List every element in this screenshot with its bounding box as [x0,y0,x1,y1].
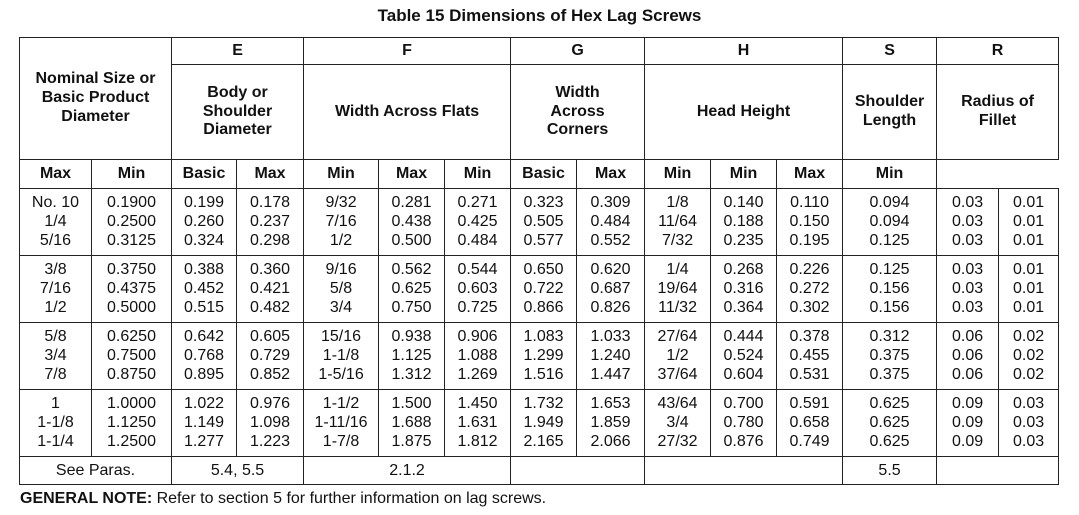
table-cell [999,323,1059,390]
cell-value: 0.03 [1012,433,1045,450]
cell-value: 0.605 [250,328,291,345]
cell-value: 0.866 [523,299,564,316]
cell-value: 0.700 [723,395,764,412]
cell-value: 1/2 [44,299,67,316]
cell-value: 0.272 [789,280,830,297]
cell-value: 43/64 [657,395,698,412]
general-note [20,490,546,508]
header-letter-r: R [937,38,1059,65]
cell-value: 0.237 [250,213,291,230]
cell-value: 0.260 [183,213,225,230]
cell-value: 0.140 [723,194,764,211]
cell-value: 1.688 [391,414,432,431]
table-cell [172,323,237,390]
cell-value: 0.658 [789,414,830,431]
cell-value: 0.125 [869,232,910,249]
cell-value: 0.531 [789,366,830,383]
cell-value: 1.2500 [107,433,156,450]
cell-value: 1/4 [44,213,67,230]
table-cell [92,256,172,323]
general-note-label: GENERAL NOTE: [20,490,153,507]
cell-value: 0.02 [1012,347,1045,364]
table-cell [711,256,777,323]
table-cell [577,256,645,323]
subheader-f-basic: Basic [172,160,237,189]
cell-value: 3/4 [329,299,353,316]
see-paras-g [511,457,645,485]
cell-value: 0.625 [869,414,910,431]
cell-value: 0.642 [183,328,225,345]
cell-value: 1-11/16 [314,414,368,431]
table-cell [511,256,577,323]
cell-value: 0.750 [391,299,432,316]
table-cell [445,189,511,256]
cell-value: 0.01 [1012,280,1045,297]
cell-value: 0.500 [391,232,432,249]
row-group [20,390,1059,457]
cell-value: 0.725 [457,299,498,316]
cell-value: 0.687 [590,280,631,297]
cell-value: 0.188 [723,213,764,230]
cell-value: 1-1/2 [322,395,360,412]
table-title: Table 15 Dimensions of Hex Lag Screws [377,6,702,25]
cell-value: 1 [51,395,60,412]
cell-value: 0.150 [789,213,830,230]
table-cell [172,189,237,256]
cell-value: 0.06 [951,366,984,383]
table-cell [999,390,1059,457]
cell-value: 1.500 [391,395,432,412]
table-cell [445,390,511,457]
table-row-band [20,256,1059,323]
cell-value: 0.577 [523,232,564,249]
table-cell [379,256,445,323]
table-cell [937,390,999,457]
row-group [20,256,1059,323]
subheader-row [20,160,1059,189]
cell-value: 0.01 [1012,299,1045,316]
cell-value: 0.03 [951,280,984,297]
table-cell [777,390,843,457]
header-letter-s: S [843,38,937,65]
cell-value: 0.625 [391,280,432,297]
cell-value: 0.01 [1012,261,1045,278]
cell-value: 1.312 [391,366,432,383]
cell-value: 0.906 [457,328,498,345]
table-cell [172,256,237,323]
table-cell [711,189,777,256]
table-cell [511,323,577,390]
subheader-h-basic: Basic [511,160,577,189]
cell-value: 0.364 [723,299,764,316]
cell-value: 0.5000 [107,299,156,316]
cell-value: 0.199 [183,194,225,211]
table-cell [511,189,577,256]
table-cell [379,323,445,390]
cell-value: 1-1/4 [37,433,74,450]
cell-value: 0.03 [951,261,984,278]
cell-value: 0.482 [250,299,291,316]
cell-value: 1.269 [457,366,498,383]
cell-value: 0.4375 [107,280,156,297]
cell-value: 0.316 [723,280,764,297]
table-cell [577,390,645,457]
table-cell [20,323,92,390]
cell-value: 0.178 [250,194,291,211]
cell-value: 0.094 [869,213,910,230]
subheader-f-max: Max [237,160,304,189]
cell-value: 0.226 [789,261,830,278]
cell-value: 0.562 [391,261,432,278]
cell-value: 5/8 [329,280,353,297]
cell-value: 0.302 [789,299,830,316]
cell-value: 1.812 [457,433,498,450]
see-paras-label: See Paras. [20,457,172,485]
cell-value: 1.653 [590,395,631,412]
cell-value: 0.06 [951,347,984,364]
header-letter-g: G [511,38,645,65]
cell-value: 0.604 [723,366,764,383]
cell-value: 0.524 [723,347,764,364]
row-group [20,323,1059,390]
table-cell [237,323,304,390]
cell-value: 0.603 [457,280,498,297]
cell-value: 0.3125 [107,232,156,249]
subheader-e-min: Min [92,160,172,189]
cell-value: 1.859 [590,414,631,431]
cell-value: 0.03 [951,213,984,230]
cell-value: 0.268 [723,261,764,278]
see-paras-s: 5.5 [843,457,937,485]
cell-value: 0.360 [250,261,291,278]
cell-value: 0.876 [723,433,764,450]
cell-value: 1.1250 [107,414,156,431]
cell-value: 1.516 [523,366,564,383]
table-cell [937,256,999,323]
header-desc-h: Head Height [645,65,843,160]
cell-value: 1.098 [250,414,291,431]
cell-value: 0.02 [1012,328,1045,345]
cell-value: 0.375 [869,347,910,364]
see-paras-f: 2.1.2 [304,457,511,485]
cell-value: 1-7/8 [322,433,360,450]
cell-value: 0.505 [523,213,564,230]
cell-value: 7/8 [44,366,67,383]
cell-value: 15/16 [321,328,362,345]
header-nominal-size: Nominal Size or Basic Product Diameter [20,38,172,160]
cell-value: 11/32 [658,299,697,316]
cell-value: 0.438 [391,213,432,230]
cell-value: 0.09 [951,414,984,431]
table-cell [304,323,379,390]
subheader-e-max: Max [20,160,92,189]
table-cell [237,189,304,256]
cell-value: 1.033 [590,328,631,345]
table-cell [379,390,445,457]
subheader-r-max: Max [777,160,843,189]
header-desc-f: Width Across Flats [304,65,511,160]
cell-value: 0.09 [951,433,984,450]
cell-value: 0.1900 [107,194,156,211]
table-cell [445,256,511,323]
table-cell [20,390,92,457]
cell-value: 0.938 [391,328,432,345]
cell-value: 0.06 [951,328,984,345]
cell-value: 1.125 [391,347,432,364]
cell-value: 7/16 [325,213,357,230]
see-paras-e: 5.4, 5.5 [172,457,304,485]
table-cell [20,256,92,323]
cell-value: 0.625 [869,395,910,412]
header-desc-e: Body or Shoulder Diameter [172,65,304,160]
table-cell [237,256,304,323]
cell-value: 0.455 [789,347,830,364]
cell-value: 0.826 [590,299,631,316]
cell-value: 0.484 [590,213,631,230]
cell-value: 0.312 [869,328,910,345]
cell-value: 0.271 [457,194,498,211]
see-paras-r [937,457,1059,485]
table-cell [843,390,937,457]
see-paras-h [645,457,843,485]
cell-value: 1.022 [183,395,225,412]
subheader-g-max: Max [379,160,445,189]
cell-value: 0.425 [457,213,498,230]
table-row-band [20,323,1059,390]
cell-value: 0.552 [590,232,631,249]
cell-value: 0.323 [523,194,564,211]
cell-value: 9/16 [325,261,357,278]
table-cell [379,189,445,256]
cell-value: 1-1/8 [37,414,74,431]
cell-value: 0.780 [723,414,764,431]
header-desc-r: Radius of Fillet [937,65,1059,160]
cell-value: 0.03 [951,299,984,316]
table-cell [645,390,711,457]
cell-value: 0.01 [1012,194,1045,211]
table-header [20,38,1059,189]
table-cell [711,323,777,390]
row-group [20,189,1059,256]
table-cell [937,189,999,256]
table-cell [999,256,1059,323]
cell-value: 27/32 [657,433,698,450]
table-cell [777,256,843,323]
header-desc-g: Width Across Corners [511,65,645,160]
cell-value: 0.195 [789,232,830,249]
general-note-text: Refer to section 5 for further information on lag screws. [152,490,547,507]
cell-value: 0.3750 [107,261,156,278]
header-letter-f: F [304,38,511,65]
cell-value: 3/4 [44,347,67,364]
table-cell [20,189,92,256]
cell-value: 1.149 [183,414,225,431]
cell-value: 0.03 [951,194,984,211]
cell-value: 0.650 [523,261,564,278]
see-paras-row [20,457,1059,485]
cell-value: 1.083 [523,328,564,345]
cell-value: 5/8 [44,328,67,345]
cell-value: 0.375 [869,366,910,383]
cell-value: 0.452 [183,280,225,297]
cell-value: 1.299 [523,347,564,364]
cell-value: 0.02 [1012,366,1045,383]
cell-value: 0.768 [183,347,225,364]
hex-lag-screw-dimensions-table [19,37,1059,485]
table-cell [937,323,999,390]
cell-value: 0.09 [951,395,984,412]
subheader-s-min: Min [711,160,777,189]
cell-value: 1.631 [457,414,498,431]
cell-value: 0.729 [250,347,291,364]
cell-value: 0.515 [183,299,225,316]
cell-value: 0.281 [391,194,432,211]
table-cell [843,189,937,256]
cell-value: 0.484 [457,232,498,249]
cell-value: 0.03 [951,232,984,249]
cell-value: 1/4 [666,261,689,278]
cell-value: 19/64 [657,280,698,297]
cell-value: 0.298 [250,232,291,249]
cell-value: 0.6250 [107,328,156,345]
cell-value: 5/16 [39,232,72,249]
subheader-h-max: Max [577,160,645,189]
subheader-r-min: Min [843,160,937,189]
cell-value: 0.309 [590,194,631,211]
cell-value: 0.852 [250,366,291,383]
cell-value: 0.544 [457,261,498,278]
table-cell [645,323,711,390]
cell-value: 1.277 [183,433,225,450]
table-cell [645,256,711,323]
table-cell [843,323,937,390]
table-cell [777,323,843,390]
cell-value: 0.625 [869,433,910,450]
cell-value: 0.2500 [107,213,156,230]
cell-value: 1.240 [590,347,631,364]
cell-value: 0.421 [250,280,291,297]
cell-value: 0.156 [869,299,910,316]
table-cell [304,390,379,457]
cell-value: 0.895 [183,366,225,383]
cell-value: 1.0000 [107,395,156,412]
cell-value: 1.223 [250,433,291,450]
cell-value: 0.378 [789,328,830,345]
table-row-band [20,189,1059,256]
table-cell [237,390,304,457]
cell-value: 0.03 [1012,395,1045,412]
table-cell [843,256,937,323]
cell-value: 1-5/16 [318,366,364,383]
cell-value: 2.066 [590,433,631,450]
cell-value: 1/8 [666,194,689,211]
cell-value: 0.125 [869,261,910,278]
cell-value: 1.732 [523,395,564,412]
cell-value: 7/32 [661,232,694,249]
table-cell [92,323,172,390]
cell-value: 9/32 [325,194,357,211]
header-letter-h: H [645,38,843,65]
header-letter-e: E [172,38,304,65]
cell-value: 0.8750 [107,366,156,383]
cell-value: 1.875 [391,433,432,450]
cell-value: 0.01 [1012,213,1045,230]
cell-value: 1.949 [523,414,564,431]
table-cell [445,323,511,390]
table-cell [577,189,645,256]
cell-value: 11/64 [658,213,697,230]
table-cell [304,256,379,323]
cell-value: 0.156 [869,280,910,297]
subheader-g-min: Min [445,160,511,189]
subheader-f-min: Min [304,160,379,189]
cell-value: 1/2 [329,232,353,249]
cell-value: 0.324 [183,232,225,249]
table-cell [92,189,172,256]
cell-value: 0.444 [723,328,764,345]
cell-value: 0.749 [789,433,830,450]
cell-value: 0.094 [869,194,910,211]
cell-value: No. 10 [31,194,80,211]
cell-value: 2.165 [523,433,564,450]
table-cell [711,390,777,457]
table-cell [172,390,237,457]
table-row-band [20,390,1059,457]
cell-value: 0.388 [183,261,225,278]
header-desc-s: Shoulder Length [843,65,937,160]
cell-value: 0.01 [1012,232,1045,249]
cell-value: 37/64 [657,366,698,383]
cell-value: 0.976 [250,395,291,412]
cell-value: 0.03 [1012,414,1045,431]
table-cell [999,189,1059,256]
cell-value: 1.088 [457,347,498,364]
table-cell [92,390,172,457]
cell-value: 1/2 [666,347,689,364]
table-cell [304,189,379,256]
cell-value: 0.235 [723,232,764,249]
subheader-h-min: Min [645,160,711,189]
table-cell [577,323,645,390]
cell-value: 0.110 [790,194,829,211]
table-cell [777,189,843,256]
cell-value: 1.450 [457,395,498,412]
cell-value: 0.591 [789,395,830,412]
cell-value: 3/4 [666,414,689,431]
cell-value: 0.722 [523,280,564,297]
cell-value: 0.7500 [107,347,156,364]
table-cell [645,189,711,256]
cell-value: 27/64 [657,328,698,345]
cell-value: 1.447 [590,366,631,383]
cell-value: 3/8 [44,261,67,278]
cell-value: 1-1/8 [322,347,360,364]
cell-value: 0.620 [590,261,631,278]
cell-value: 7/16 [39,280,72,297]
table-cell [511,390,577,457]
